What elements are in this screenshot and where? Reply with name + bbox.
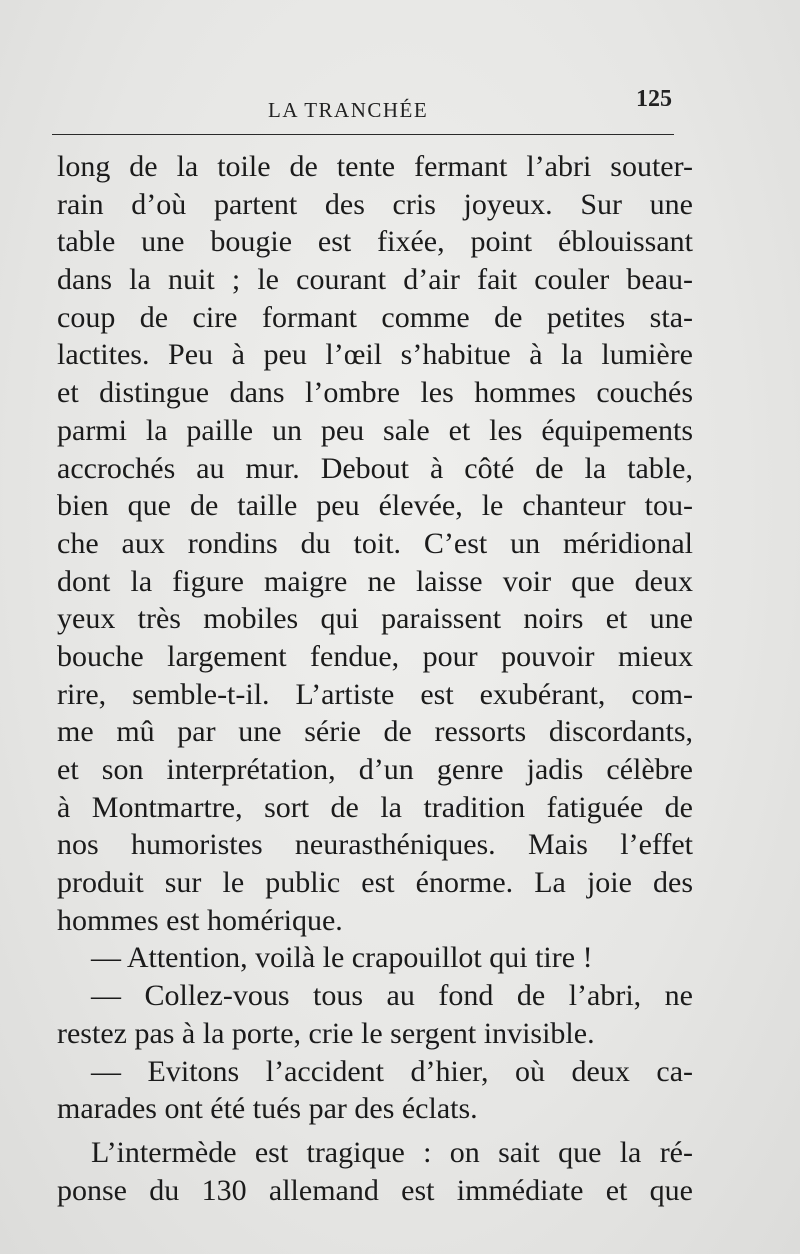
text-line: hommes est homérique. <box>57 903 343 937</box>
text-line: restez pas à la porte, crie le sergent invisible. <box>57 1016 595 1050</box>
text-line: accrochés au mur. Debout à côté de la table, <box>57 451 693 485</box>
text-line: dont la figure maigre ne laisse voir que deux <box>57 564 693 598</box>
text-line: bouche largement fendue, pour pouvoir mieux <box>57 639 693 673</box>
text-line: long de la toile de tente fermant l’abri souter- <box>57 150 693 183</box>
body-text <box>57 148 693 1209</box>
text-line: parmi la paille un peu sale et les équipements <box>57 413 693 447</box>
dialogue-line: — Evitons l’accident d’hier, où deux ca- <box>91 1054 693 1088</box>
header-rule <box>52 134 674 135</box>
text-line: bien que de taille peu élevée, le chanteur tou- <box>57 489 693 523</box>
text-line: table une bougie est fixée, point éblouissant <box>57 225 693 259</box>
text-line: che aux rondins du toit. C’est un méridional <box>57 526 693 560</box>
text-line: rain d’où partent des cris joyeux. Sur une <box>57 187 693 221</box>
text-line: produit sur le public est énorme. La joie des <box>57 866 693 900</box>
text-line: rire, semble-t-il. L’artiste est exubérant, com- <box>57 677 693 711</box>
text-line: marades ont été tués par des éclats. <box>57 1092 478 1126</box>
text-line: et distingue dans l’ombre les hommes couchés <box>57 376 693 410</box>
text-line: dans la nuit ; le courant d’air fait couler beau- <box>57 263 693 297</box>
dialogue-line: — Collez-vous tous au fond de l’abri, ne <box>91 979 693 1013</box>
text-line: lactites. Peu à peu l’œil s’habitue à la lumière <box>57 338 693 372</box>
text-line: ponse du 130 allemand est immédiate et que <box>57 1173 693 1207</box>
running-title: LA TRANCHÉE <box>268 98 429 122</box>
dialogue-line: — Attention, voilà le crapouillot qui tire ! <box>91 941 593 975</box>
page-number: 125 <box>636 86 672 112</box>
text-line: yeux très mobiles qui paraissent noirs et une <box>57 602 693 636</box>
text-line: coup de cire formant comme de petites sta- <box>57 300 693 334</box>
text-line: me mû par une série de ressorts discordants, <box>57 715 693 749</box>
running-head <box>62 86 676 126</box>
text-line: et son interprétation, d’un genre jadis célèbre <box>57 753 693 786</box>
text-line: nos humoristes neurasthéniques. Mais l’effet <box>57 828 693 862</box>
text-line: à Montmartre, sort de la tradition fatiguée de <box>57 790 693 824</box>
paragraph-start-line: L’intermède est tragique : on sait que la ré- <box>91 1135 693 1169</box>
